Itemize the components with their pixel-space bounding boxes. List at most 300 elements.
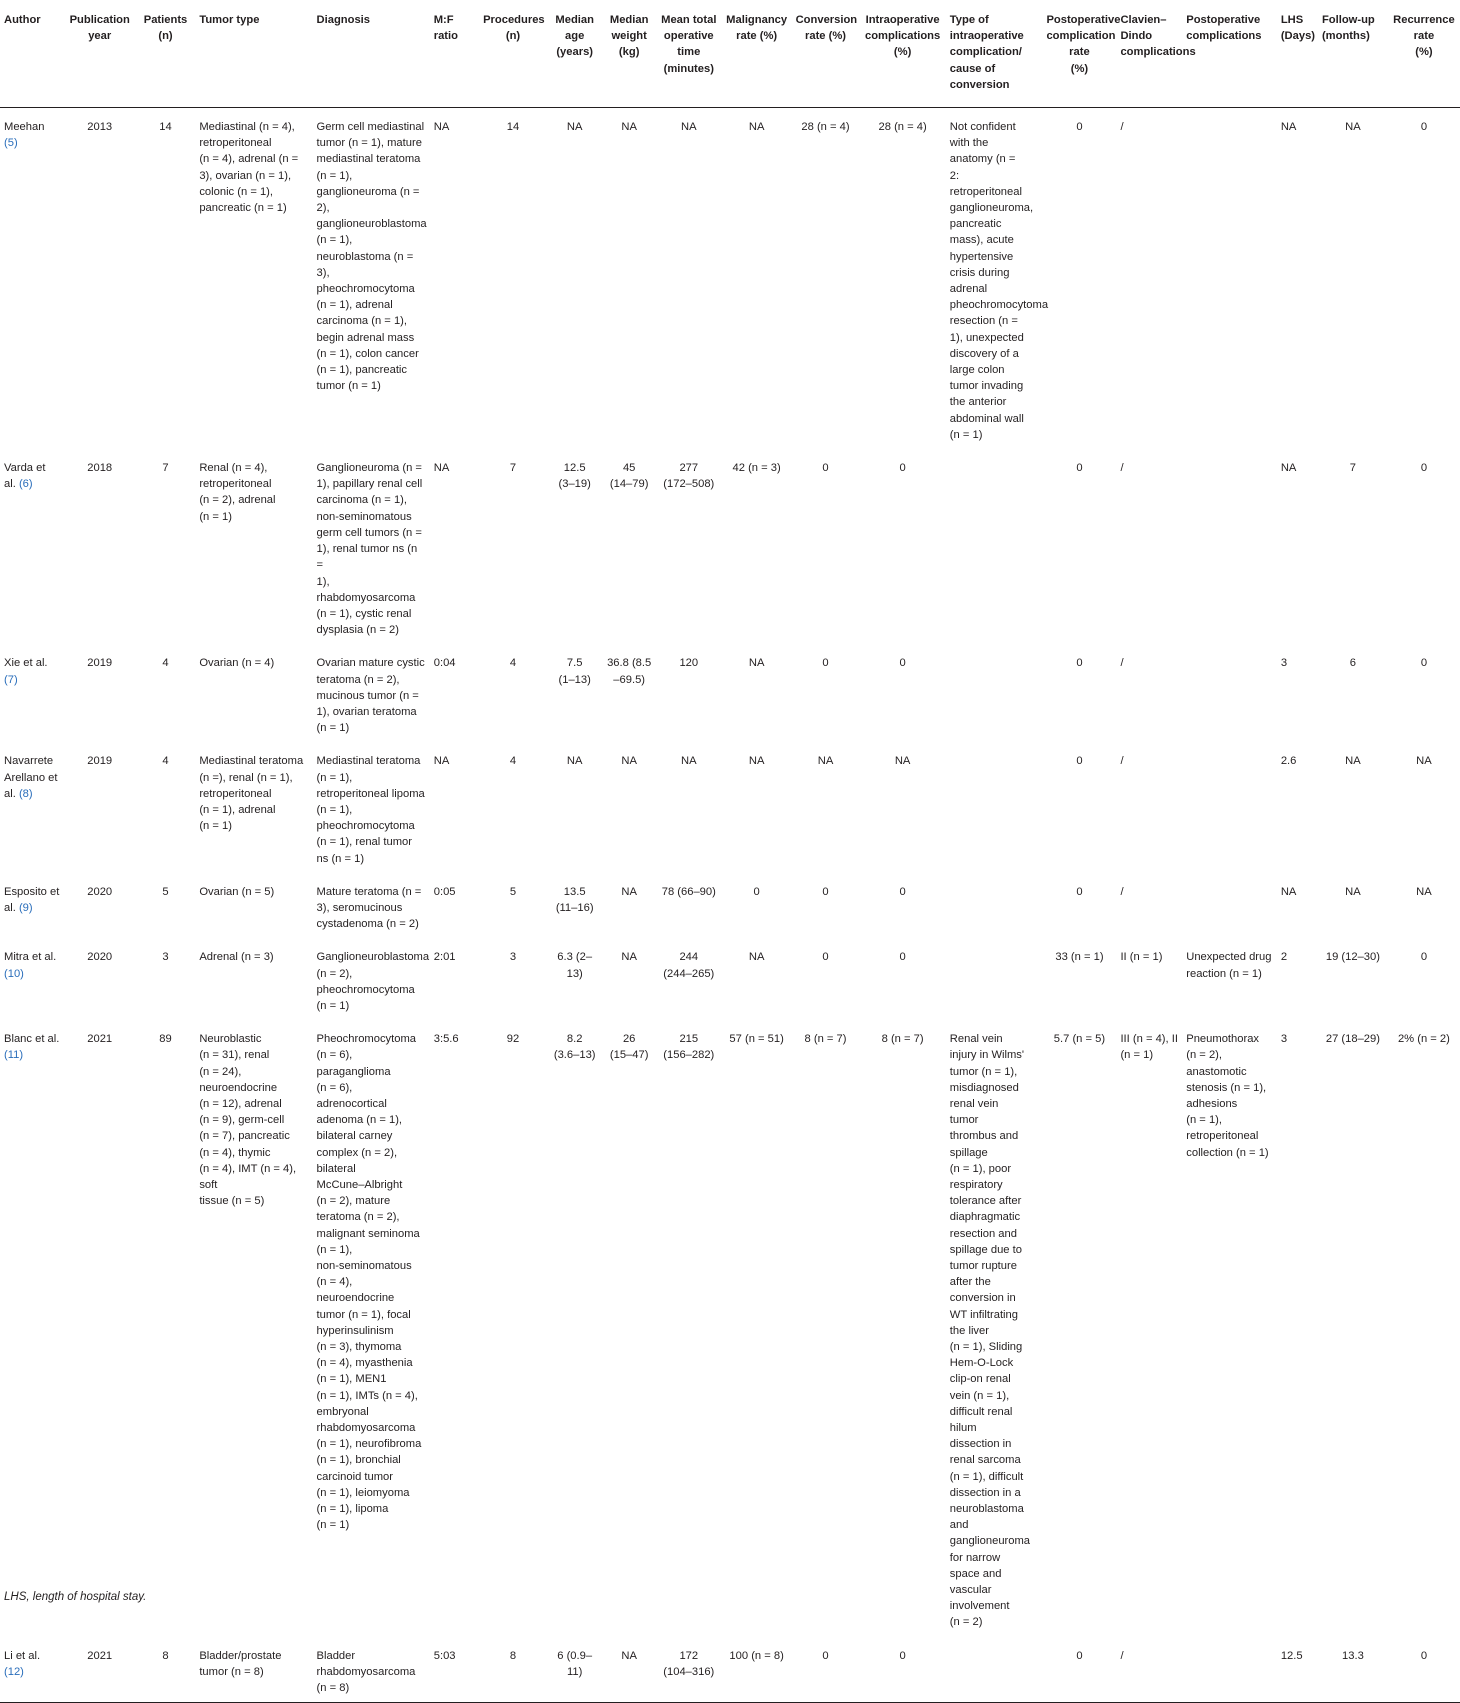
col-header-tumor-type: Tumor type — [199, 14, 260, 26]
cell-text: NA — [1416, 885, 1432, 898]
col-header-postoperative-complication-rate: Postoperative complication rate (%) — [1046, 14, 1121, 75]
cell-text: 6.3 (2–13) — [557, 951, 593, 980]
cell-tumor-type — [195, 449, 312, 644]
cell-text: NA — [681, 121, 697, 134]
cell-text: Bladder rhabdomyosarcoma (n = 8) — [316, 1649, 416, 1695]
cell-malignancy — [722, 644, 792, 742]
cell-lhs — [1277, 873, 1318, 939]
cell-recurrence — [1388, 644, 1460, 742]
cell-op-time — [656, 873, 722, 939]
cell-recurrence — [1388, 1020, 1460, 1637]
cell-mf-ratio — [430, 938, 479, 1020]
cell-tumor-type — [195, 742, 312, 872]
cell-median-weight — [602, 938, 655, 1020]
cell-conversion — [792, 742, 860, 872]
cell-malignancy — [722, 1637, 792, 1703]
cell-text: II (n = 1) — [1120, 951, 1163, 964]
cell-intraop — [859, 449, 945, 644]
cell-postop — [1182, 449, 1277, 644]
cell-text: / — [1120, 1649, 1124, 1662]
cell-tumor-type — [195, 108, 312, 450]
cell-text: NA — [748, 951, 765, 964]
col-header-median-age: Median age (years) — [555, 14, 594, 59]
cell-conversion — [792, 644, 860, 742]
cell-followup — [1318, 873, 1388, 939]
cell-text: 7 — [162, 462, 169, 475]
cell-text: 2019 — [87, 755, 113, 768]
cell-text: 8 — [162, 1649, 169, 1662]
cell-text: NA — [433, 462, 450, 475]
author-name: Varda et al. — [4, 462, 46, 491]
cell-malignancy — [722, 873, 792, 939]
citation-link[interactable]: (9) — [18, 901, 33, 914]
cell-text: 2:01 — [433, 951, 456, 964]
cell-malignancy — [722, 449, 792, 644]
cell-postop — [1182, 1637, 1277, 1703]
cell-text: NA — [621, 1649, 637, 1662]
cell-text: 0 — [1076, 121, 1083, 134]
cell-median-age — [547, 1637, 603, 1703]
cell-tumor-type — [195, 938, 312, 1020]
cell-text: 0 — [1076, 657, 1083, 670]
cell-median-age — [547, 108, 603, 450]
cell-text: 2% (n = 2) — [1397, 1033, 1450, 1046]
cell-tumor-type — [195, 873, 312, 939]
cell-text: Ovarian mature cystic teratoma (n = 2), mucinous tumor (n = 1), ovarian teratoma (n = 1) — [316, 657, 425, 735]
cell-text: 27 (18–29) — [1325, 1033, 1380, 1046]
col-header-recurrence-rate: Recurrence rate (%) — [1393, 14, 1455, 59]
author-name: Blanc et al. — [4, 1033, 60, 1046]
cell-text: 7.5 (1–13) — [558, 657, 591, 686]
cell-postop — [1182, 938, 1277, 1020]
cell-text: NA — [621, 951, 637, 964]
cell-conversion — [792, 449, 860, 644]
table-row — [0, 644, 1460, 742]
cell-text: 0 — [899, 951, 906, 964]
col-header-procedures: Procedures (n) — [483, 14, 545, 43]
cell-text: Renal vein injury in Wilms' tumor (n = 1), misdiagnosed renal vein tumor thrombus and spillage (n = 1), poor respiratory tolerance after diaphragmatic resection and spillage due to tumor rupture after the conversion in WT infiltrating the liver (n = 1), Sliding Hem-O-Lock clip-on renal vein (n = 1), difficult renal hilum dissection in renal sarcoma (n = 1), difficult dissection in a neuroblastoma and ganglioneuroma for narrow space and vascular involvement (n = 2) — [949, 1033, 1031, 1629]
cell-text: 2 — [1280, 951, 1288, 964]
cell-author — [0, 644, 64, 742]
cell-postop — [1182, 1020, 1277, 1637]
cell-patients — [136, 449, 196, 644]
cell-text: NA — [1416, 755, 1432, 768]
cell-clavien — [1116, 449, 1182, 644]
cell-recurrence — [1388, 742, 1460, 872]
cell-text: 7 — [509, 462, 517, 475]
cell-mf-ratio — [430, 1020, 479, 1637]
cell-text: 13.3 — [1342, 1649, 1364, 1662]
cell-postop-rate — [1042, 873, 1116, 939]
cell-text: Mediastinal (n = 4), retroperitoneal (n = 4), adrenal (n = 3), ovarian (n = 1), colonic (n = 1), pancreatic (n = 1) — [199, 121, 299, 215]
cell-mf-ratio — [430, 1637, 479, 1703]
cell-median-weight — [602, 742, 655, 872]
cell-lhs — [1277, 644, 1318, 742]
cell-intraop — [859, 742, 945, 872]
cell-text: Pneumothorax (n = 2), anastomotic stenosis (n = 1), adhesions (n = 1), retroperitoneal collection (n = 1) — [1186, 1033, 1269, 1159]
cell-text: 57 (n = 51) — [729, 1033, 784, 1046]
cell-postop — [1182, 108, 1277, 450]
cell-author — [0, 108, 64, 450]
cell-lhs — [1277, 1020, 1318, 1637]
cell-text: 8.2 (3.6–13) — [553, 1033, 596, 1062]
cell-clavien — [1116, 108, 1182, 450]
cell-followup — [1318, 1637, 1388, 1703]
cell-mf-ratio — [430, 449, 479, 644]
cell-lhs — [1277, 108, 1318, 450]
cell-text: 215 (156–282) — [663, 1033, 715, 1062]
col-header-median-weight: Median weight (kg) — [609, 14, 649, 59]
cell-text: 6 (0.9–11) — [557, 1649, 593, 1678]
table-row — [0, 873, 1460, 939]
cell-tumor-type — [195, 1020, 312, 1637]
table-row — [0, 742, 1460, 872]
cell-diagnosis — [313, 1020, 430, 1637]
cell-text: 28 (n = 4) — [878, 121, 927, 134]
cell-text: 0 — [822, 1649, 829, 1662]
cell-text: NA — [1280, 121, 1297, 134]
cell-postop-rate — [1042, 644, 1116, 742]
cell-text: 0 — [1076, 885, 1083, 898]
table-row — [0, 449, 1460, 644]
cell-procedures — [479, 108, 547, 450]
cell-intraop — [859, 1637, 945, 1703]
cell-text: 5 — [509, 885, 517, 898]
cell-op-time — [656, 742, 722, 872]
cell-diagnosis — [313, 1637, 430, 1703]
cell-year — [64, 873, 136, 939]
cell-intraop-type — [946, 644, 1043, 742]
cell-clavien — [1116, 644, 1182, 742]
cell-lhs — [1277, 1637, 1318, 1703]
cell-followup — [1318, 108, 1388, 450]
cell-median-weight — [602, 1637, 655, 1703]
cell-text: NA — [748, 755, 765, 768]
cell-text: 0 — [1076, 1649, 1083, 1662]
cell-patients — [136, 938, 196, 1020]
cell-procedures — [479, 1637, 547, 1703]
cell-text: NA — [1280, 462, 1297, 475]
cell-procedures — [479, 644, 547, 742]
cell-diagnosis — [313, 644, 430, 742]
cell-median-age — [547, 449, 603, 644]
cell-followup — [1318, 1020, 1388, 1637]
cell-year — [64, 108, 136, 450]
cell-text: 0 — [1420, 951, 1428, 964]
cell-followup — [1318, 938, 1388, 1020]
cell-text: 0:04 — [433, 657, 456, 670]
cell-text: NA — [621, 121, 637, 134]
cell-text: Pheochromocytoma (n = 6), paraganglioma (n = 6), adrenocortical adenoma (n = 1), bilateral carney complex (n = 2), bilateral McCune–Albright (n = 2), mature teratoma (n = 2), malignant seminoma (n = 1), non-seminomatous (n = 4), neuroendocrine tumor (n = 1), focal hyperinsulinism (n = 3), thymoma (n = 4), myasthenia (n = 1), MEN1 (n = 1), IMTs (n = 4), embryonal rhabdomyosarcoma (n = 1), neurofibroma (n = 1), bronchial carcinoid tumor (n = 1), leiomyoma (n = 1), lipoma (n = 1) — [316, 1033, 422, 1532]
cell-op-time — [656, 108, 722, 450]
cell-procedures — [479, 873, 547, 939]
cell-op-time — [656, 1020, 722, 1637]
cell-followup — [1318, 742, 1388, 872]
cell-text: NA — [1280, 885, 1297, 898]
cell-text: 2018 — [87, 462, 113, 475]
cell-text: NA — [433, 755, 450, 768]
cell-text: 2021 — [87, 1649, 113, 1662]
cell-median-weight — [602, 108, 655, 450]
cell-patients — [136, 742, 196, 872]
col-header-publication-year: Publication year — [69, 14, 130, 43]
cell-text: Mature teratoma (n = 3), seromucinous cystadenoma (n = 2) — [316, 885, 422, 931]
cell-median-age — [547, 1020, 603, 1637]
cell-text: 0 — [1076, 462, 1083, 475]
cell-clavien — [1116, 1020, 1182, 1637]
table-row — [0, 938, 1460, 1020]
cell-recurrence — [1388, 108, 1460, 450]
cell-author — [0, 873, 64, 939]
cell-text: 4 — [162, 755, 169, 768]
cell-conversion — [792, 108, 860, 450]
cell-text: Mediastinal teratoma (n = 1), retroperitoneal lipoma (n = 1), pheochromocytoma (n = 1), renal tumor ns (n = 1) — [316, 755, 425, 865]
cell-op-time — [656, 644, 722, 742]
cell-year — [64, 644, 136, 742]
cell-text: NA — [1345, 755, 1361, 768]
cell-text: 0 — [1420, 1649, 1428, 1662]
cell-followup — [1318, 449, 1388, 644]
cell-text: 2020 — [87, 951, 113, 964]
cell-tumor-type — [195, 1637, 312, 1703]
cell-text: Ganglioneuroma (n = 1), papillary renal cell carcinoma (n = 1), non-seminomatous germ cell tumors (n = 1), renal tumor ns (n = 1), rhabdomyosarcoma (n = 1), cystic renal dysplasia (n = 2) — [316, 462, 423, 637]
cell-text: NA — [433, 121, 450, 134]
cell-diagnosis — [313, 108, 430, 450]
cell-text: 4 — [162, 657, 169, 670]
cell-intraop-type — [946, 1020, 1043, 1637]
cell-diagnosis — [313, 873, 430, 939]
cell-postop-rate — [1042, 1020, 1116, 1637]
cell-text: 3 — [162, 951, 169, 964]
cell-text: NA — [748, 121, 765, 134]
cell-year — [64, 742, 136, 872]
cell-text: NA — [681, 755, 697, 768]
col-header-follow-up: Follow-up (months) — [1321, 14, 1375, 43]
cell-recurrence — [1388, 873, 1460, 939]
cell-lhs — [1277, 449, 1318, 644]
cell-text: 0 — [822, 462, 829, 475]
cell-text: 244 (244–265) — [663, 951, 715, 980]
cell-text: Adrenal (n = 3) — [199, 951, 274, 964]
cell-text: 5.7 (n = 5) — [1053, 1033, 1106, 1046]
cell-year — [64, 938, 136, 1020]
cell-tumor-type — [195, 644, 312, 742]
cell-text: NA — [817, 755, 834, 768]
citation-link[interactable]: (5) — [4, 137, 18, 150]
cell-malignancy — [722, 108, 792, 450]
author-name: Meehan — [4, 121, 45, 134]
col-header-intraoperative-complications: Intraoperative complications (%) — [865, 14, 941, 59]
cell-text: 42 (n = 3) — [732, 462, 781, 475]
cell-median-age — [547, 742, 603, 872]
cell-malignancy — [722, 1020, 792, 1637]
cell-text: 172 (104–316) — [663, 1649, 715, 1678]
cell-conversion — [792, 938, 860, 1020]
cell-text: 8 (n = 7) — [804, 1033, 847, 1046]
table-row — [0, 1637, 1460, 1703]
cell-author — [0, 1637, 64, 1703]
cell-postop — [1182, 644, 1277, 742]
cell-text: 0 — [753, 885, 760, 898]
cell-text: NA — [621, 885, 637, 898]
cell-text: NA — [748, 657, 765, 670]
cell-text: 100 (n = 8) — [729, 1649, 784, 1662]
col-header-author: Author — [4, 14, 41, 26]
col-header-diagnosis: Diagnosis — [316, 14, 370, 26]
cell-text: 2021 — [87, 1033, 113, 1046]
cell-mf-ratio — [430, 644, 479, 742]
citation-link[interactable]: (6) — [18, 478, 33, 491]
cell-postop-rate — [1042, 108, 1116, 450]
cell-text: III (n = 4), II (n = 1) — [1120, 1033, 1178, 1062]
cell-text: 5:03 — [433, 1649, 456, 1662]
cell-text: 0 — [899, 657, 906, 670]
cell-author — [0, 449, 64, 644]
cell-text: 5 — [162, 885, 169, 898]
cell-intraop-type — [946, 1637, 1043, 1703]
col-header-mf-ratio: M:F ratio — [433, 14, 458, 43]
cell-text: 78 (66–90) — [661, 885, 716, 898]
col-header-lhs: LHS (Days) — [1280, 14, 1316, 43]
table-footnote: LHS, length of hospital stay. — [4, 1591, 147, 1603]
cell-author — [0, 742, 64, 872]
cell-mf-ratio — [430, 742, 479, 872]
cell-text: 8 (n = 7) — [881, 1033, 924, 1046]
cell-text: 33 (n = 1) — [1055, 951, 1104, 964]
citation-link[interactable]: (7) — [4, 673, 18, 686]
cell-patients — [136, 1637, 196, 1703]
cell-clavien — [1116, 742, 1182, 872]
cell-text: 13.5 (11–16) — [555, 885, 594, 914]
cell-median-weight — [602, 873, 655, 939]
citation-link[interactable]: (11) — [4, 1049, 24, 1062]
cell-text: 0 — [899, 885, 906, 898]
cell-median-weight — [602, 644, 655, 742]
cell-clavien — [1116, 1637, 1182, 1703]
citation-link[interactable]: (12) — [4, 1665, 24, 1678]
cell-intraop — [859, 938, 945, 1020]
cell-text: Mediastinal teratoma (n =), renal (n = 1), retroperitoneal (n = 1), adrenal (n = 1) — [199, 755, 304, 833]
cell-text: 36.8 (8.5 –69.5) — [607, 657, 652, 686]
cell-median-age — [547, 938, 603, 1020]
cell-text: / — [1120, 657, 1124, 670]
cell-year — [64, 449, 136, 644]
col-header-postoperative-complications: Postoperative complications — [1186, 14, 1262, 43]
cell-text: / — [1120, 462, 1124, 475]
cell-text: Bladder/prostate tumor (n = 8) — [199, 1649, 282, 1678]
cell-postop — [1182, 742, 1277, 872]
cell-diagnosis — [313, 449, 430, 644]
cell-median-weight — [602, 449, 655, 644]
cell-op-time — [656, 449, 722, 644]
cell-text: 92 — [506, 1033, 520, 1046]
cell-author — [0, 1020, 64, 1637]
cell-clavien — [1116, 938, 1182, 1020]
cell-text: 3:5.6 — [433, 1033, 459, 1046]
cell-text: 3 — [1280, 1033, 1288, 1046]
cell-text: 12.5 — [1280, 1649, 1303, 1662]
cell-recurrence — [1388, 1637, 1460, 1703]
cell-year — [64, 1637, 136, 1703]
col-header-clavien-dindo: Clavien– Dindo complications — [1120, 14, 1196, 59]
cell-intraop — [859, 644, 945, 742]
cell-text: 6 — [1349, 657, 1357, 670]
cell-text: 0 — [1420, 121, 1428, 134]
cell-text: 89 — [159, 1033, 172, 1046]
cell-op-time — [656, 1637, 722, 1703]
cell-diagnosis — [313, 938, 430, 1020]
author-name: Xie et al. — [4, 657, 48, 670]
cell-text: 0 — [1076, 755, 1083, 768]
cell-text: NA — [566, 121, 583, 134]
cell-malignancy — [722, 742, 792, 872]
cell-median-age — [547, 873, 603, 939]
cell-text: 0 — [822, 657, 829, 670]
cell-intraop — [859, 1020, 945, 1637]
cell-text: 0 — [1420, 657, 1428, 670]
cell-text: 45 (14–79) — [609, 462, 649, 491]
cell-text: 120 — [679, 657, 699, 670]
cell-diagnosis — [313, 742, 430, 872]
cell-text: 3 — [1280, 657, 1288, 670]
col-header-intraoperative-complication-type: Type of intraoperative complication/ cause of conversion — [949, 14, 1024, 91]
cell-intraop — [859, 108, 945, 450]
cell-text: Ganglioneuroblastoma (n = 2), pheochromocytoma (n = 1) — [316, 951, 430, 1012]
cell-intraop-type — [946, 873, 1043, 939]
citation-link[interactable]: (10) — [4, 967, 24, 980]
cell-median-weight — [602, 1020, 655, 1637]
cell-procedures — [479, 1020, 547, 1637]
cell-mf-ratio — [430, 873, 479, 939]
col-header-patients: Patients (n) — [143, 14, 188, 43]
cell-conversion — [792, 1020, 860, 1637]
cell-mf-ratio — [430, 108, 479, 450]
cell-procedures — [479, 938, 547, 1020]
cell-recurrence — [1388, 938, 1460, 1020]
cell-median-age — [547, 644, 603, 742]
cell-lhs — [1277, 742, 1318, 872]
author-name: Navarrete Arellano et al. — [4, 755, 58, 800]
table-row — [0, 108, 1460, 450]
citation-link[interactable]: (8) — [18, 787, 33, 800]
cell-patients — [136, 1020, 196, 1637]
cell-text: 7 — [1349, 462, 1357, 475]
cell-clavien — [1116, 873, 1182, 939]
cell-postop-rate — [1042, 449, 1116, 644]
table-row — [0, 1020, 1460, 1637]
cell-procedures — [479, 742, 547, 872]
cell-intraop-type — [946, 449, 1043, 644]
cell-text: 19 (12–30) — [1325, 951, 1380, 964]
cell-postop — [1182, 873, 1277, 939]
cell-followup — [1318, 644, 1388, 742]
cell-text: 4 — [509, 657, 517, 670]
cell-text: 4 — [509, 755, 517, 768]
cell-conversion — [792, 1637, 860, 1703]
cell-year — [64, 1020, 136, 1637]
cell-text: / — [1120, 885, 1124, 898]
cell-text: 12.5 (3–19) — [558, 462, 591, 491]
cell-text: Neuroblastic (n = 31), renal (n = 24), neuroendocrine (n = 12), adrenal (n = 9), germ-cell (n = 7), pancreatic (n = 4), thymic (n = 4), IMT (n = 4), soft tissue (n = 5) — [199, 1033, 297, 1208]
cell-postop-rate — [1042, 938, 1116, 1020]
cell-intraop — [859, 873, 945, 939]
cell-text: NA — [1345, 885, 1361, 898]
cell-conversion — [792, 873, 860, 939]
cell-patients — [136, 644, 196, 742]
cell-text: NA — [621, 755, 637, 768]
cell-postop-rate — [1042, 742, 1116, 872]
col-header-malignancy-rate: Malignancy rate (%) — [726, 14, 788, 43]
